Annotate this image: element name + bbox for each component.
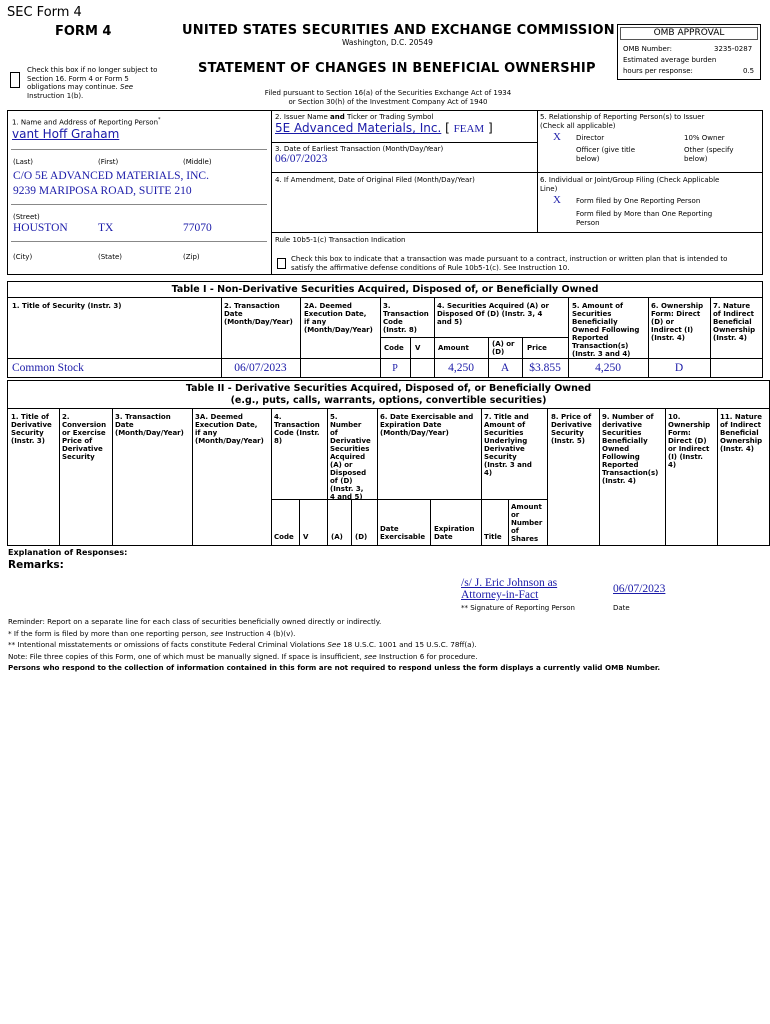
t2-h2-l2: Conversion	[62, 421, 107, 429]
filed-pursuant-line1: Filed pursuant to Section 16(a) of the Securities Exchange Act of 1934	[264, 89, 512, 97]
reporting-person-star: *	[158, 117, 161, 123]
t2-h1-l2: Derivative	[11, 421, 52, 429]
divider	[377, 408, 378, 546]
t1-h-code-l2: Transaction	[383, 310, 429, 318]
divider	[271, 142, 537, 143]
t2-h8-l1: 8. Price of	[551, 413, 592, 421]
divider	[717, 408, 718, 546]
divider	[327, 408, 328, 546]
t1-h-date-l2: Date	[224, 310, 243, 318]
middle-label: (Middle)	[183, 158, 212, 166]
t1-h-nature-l3: Beneficial	[713, 318, 752, 326]
section16-line4: Instruction 1(b).	[27, 91, 84, 100]
t1-h-nature-l4: Ownership	[713, 326, 756, 334]
t2-h5-l11: 4 and 5)	[330, 493, 363, 501]
table2-title-line1: Table II - Derivative Securities Acquired, Disposed of, or Beneficially Owned	[185, 383, 592, 394]
t1-h-amount-owned	[572, 302, 639, 358]
t1-h-owned-l1: 5. Amount of	[572, 302, 624, 310]
state-value: TX	[98, 222, 114, 234]
t2-h9-l4: Beneficially	[602, 437, 648, 445]
filing-more-line1: Form filed by More than One Reporting	[576, 210, 713, 218]
t2-h7-l5: Derivative	[484, 445, 525, 453]
t2-sub-exp-l1: Expiration	[434, 525, 475, 533]
t1-h-deemed-l1: 2A. Deemed	[304, 302, 352, 310]
t1-h-amount-sub: Amount	[438, 344, 469, 352]
t2-h10-l5: or Indirect	[668, 445, 710, 453]
footnote-1-post: Instruction 4 (b)(v).	[225, 628, 296, 638]
footnote-2	[8, 639, 660, 651]
commission-location: Washington, D.C. 20549	[342, 38, 433, 47]
t2-h5-l1: 5.	[330, 413, 338, 421]
t2-h9-l9: (Instr. 4)	[602, 477, 636, 485]
t2-h5-l10: (Instr. 3,	[330, 485, 364, 493]
divider	[481, 408, 482, 546]
zip-value: 77070	[183, 222, 212, 234]
t1-h-owned-l2: Securities	[572, 310, 612, 318]
divider	[351, 499, 352, 546]
footnote-3-post: Instruction 6 for procedure.	[378, 651, 478, 661]
t1-h-code-sub: Code	[384, 344, 404, 352]
t1-h-form-l5: (Instr. 4)	[651, 334, 685, 342]
t2-sub-exp-l2: Date	[434, 533, 453, 541]
t2-h2-l6: Security	[62, 453, 95, 461]
signature-block	[461, 577, 557, 601]
divider	[380, 337, 568, 338]
t2-h-exercisable	[380, 413, 473, 437]
form-label: FORM 4	[55, 24, 112, 39]
t1-row-date: 06/07/2023	[234, 362, 287, 374]
divider	[59, 408, 60, 546]
section16-text	[27, 66, 177, 100]
t2-sub-amount-l2: or	[511, 511, 520, 519]
t2-h-trans-date	[115, 413, 184, 437]
t1-row-price: $3.855	[529, 362, 561, 374]
rule10b5-checkbox[interactable]	[277, 258, 286, 269]
t2-h-title-amount	[484, 413, 532, 477]
t2-h3-l2: Date	[115, 421, 134, 429]
divider	[299, 499, 300, 546]
t2-h11-l4: Ownership	[720, 437, 763, 445]
divider	[547, 408, 548, 546]
divider	[271, 408, 272, 546]
t2-h2-l5: Derivative	[62, 445, 103, 453]
footnote-3	[8, 651, 660, 663]
t1-row-code: P	[392, 363, 398, 374]
divider	[508, 499, 509, 546]
t2-sub-v: V	[303, 533, 309, 541]
t1-h-sec-l3: and 5)	[437, 318, 463, 326]
t1-row-title: Common Stock	[12, 362, 84, 374]
state-label: (State)	[98, 253, 122, 261]
signature-line2[interactable]: Attorney-in-Fact	[461, 589, 539, 601]
t2-h3a-l2: Execution Date,	[195, 421, 258, 429]
footnote-omb-notice: Persons who respond to the collection of information contained in this form are not required to respond unless the form displays a currently valid OMB Number.	[8, 663, 661, 672]
divider	[537, 110, 538, 232]
t1-h-date-l1: 2. Transaction	[224, 302, 280, 310]
other-line2: below)	[684, 154, 708, 163]
issuer-label-and: and	[330, 113, 345, 121]
issuer-bracket-close: ]	[488, 121, 493, 135]
t2-h-price	[551, 413, 592, 445]
t2-h5-l3: of	[330, 429, 338, 437]
filing-label	[540, 176, 719, 193]
t1-h-code-l4: (Instr. 8)	[383, 326, 417, 334]
t1-h-securities	[437, 302, 549, 326]
t2-h-code	[274, 413, 320, 445]
earliest-transaction-value: 06/07/2023	[275, 153, 328, 165]
signature-date[interactable]: 06/07/2023	[613, 583, 666, 595]
t2-h7-l3: Securities	[484, 429, 524, 437]
t1-row-amount: 4,250	[448, 362, 474, 374]
earliest-transaction-label: 3. Date of Earliest Transaction (Month/Day/Year)	[275, 145, 444, 153]
t1-h-owned-l4: Owned Following	[572, 326, 640, 334]
footnotes	[8, 616, 660, 674]
t1-h-sec-l2: Disposed Of (D) (Instr. 3, 4	[437, 310, 543, 318]
director-mark: X	[553, 131, 561, 143]
t2-h-number	[330, 413, 371, 501]
footnote-reminder: Reminder: Report on a separate line for each class of securities beneficially owned directly or indirectly.	[8, 617, 382, 626]
other-line1: Other (specify	[684, 146, 734, 154]
t1-h-nature	[713, 302, 755, 342]
t1-h-code-l3: Code	[383, 318, 403, 326]
filing-more-line2: Person	[576, 218, 600, 227]
t2-h5-l6: Acquired	[330, 453, 366, 461]
t1-h-form-l1: 6. Ownership	[651, 302, 704, 310]
t1-h-code-l1: 3.	[383, 302, 391, 310]
t2-sub-amount-l3: Number	[511, 519, 543, 527]
director-label: Director	[576, 134, 605, 142]
footnote-1-pre: * If the form is filed by more than one reporting person,	[8, 628, 209, 638]
street-label: (Street)	[13, 213, 40, 221]
t2-h5-l7: (A) or	[330, 461, 353, 469]
t1-h-date	[224, 302, 293, 326]
t2-h5-l2: Number	[330, 421, 362, 429]
t2-h4-l2: Transaction	[274, 421, 320, 429]
amendment-label: 4. If Amendment, Date of Original Filed (Month/Day/Year)	[275, 176, 475, 184]
t2-h9-l2: derivative	[602, 421, 642, 429]
t1-h-owned-l3: Beneficially	[572, 318, 618, 326]
t2-h5-l5: Securities	[330, 445, 370, 453]
filed-pursuant	[230, 89, 546, 106]
t2-sub-date-ex	[380, 525, 425, 541]
footnote-3-pre: Note: File three copies of this Form, one of which must be manually signed. If space is insufficient,	[8, 651, 362, 661]
t2-h9-l5: Owned	[602, 445, 630, 453]
footnote-3-see: see	[364, 651, 377, 661]
divider	[599, 408, 600, 546]
section16-line3: obligations may continue.	[27, 83, 118, 91]
officer-line1: Officer (give title	[576, 146, 636, 154]
city-value: HOUSTON	[13, 222, 68, 234]
t2-h8-l4: (Instr. 5)	[551, 437, 585, 445]
t2-h3a-l4: (Month/Day/Year)	[195, 437, 264, 445]
t2-h5-l8: Disposed	[330, 469, 367, 477]
t2-sub-amount-l4: of	[511, 527, 519, 535]
section16-line2: Section 16. Form 4 or Form 5	[27, 74, 129, 83]
reporting-person-label	[12, 116, 161, 127]
t2-h3a-l1: 3A. Deemed	[195, 413, 243, 421]
footnote-2-pre: ** Intentional misstatements or omissions of facts constitute Federal Criminal Violations	[8, 640, 326, 649]
t2-h-num-derivative	[602, 413, 658, 485]
issuer-row	[275, 121, 493, 135]
t2-h9-l6: Following	[602, 453, 640, 461]
t2-sub-date-ex-l2: Exercisable	[380, 533, 426, 541]
footnote-1-see: see	[210, 628, 224, 638]
other-label	[684, 146, 734, 163]
t1-h-form-l2: Form: Direct	[651, 310, 701, 318]
t1-h-form-l4: Indirect (I)	[651, 326, 694, 334]
t2-sub-exp	[434, 525, 474, 541]
t2-h3a-l3: if any	[195, 429, 218, 437]
section16-line1: Check this box if no longer subject to	[27, 66, 158, 74]
t1-h-owned-l6: Transaction(s)	[572, 342, 629, 350]
divider	[300, 297, 301, 378]
statement-title: STATEMENT OF CHANGES IN BENEFICIAL OWNERSHIP	[198, 61, 596, 76]
table2-title	[7, 383, 770, 407]
relationship-label-line1: 5. Relationship of Reporting Person(s) to Issuer	[540, 113, 705, 121]
footnote-2-see: See	[327, 640, 341, 649]
first-label: (First)	[98, 158, 119, 166]
t2-h7-l7: (Instr. 3 and	[484, 461, 532, 469]
t2-h6-l2: Expiration Date	[380, 421, 442, 429]
filing-label-line1: 6. Individual or Joint/Group Filing (Check Applicable	[540, 176, 720, 184]
omb-hours-value: 0.5	[743, 67, 755, 75]
t2-h2-l1: 2.	[62, 413, 70, 421]
t1-row-owned: 4,250	[595, 362, 621, 374]
t2-h4-l3: Code (Instr.	[274, 429, 320, 437]
divider	[112, 408, 113, 546]
issuer-name-link[interactable]: 5E Advanced Materials, Inc.	[275, 121, 442, 135]
issuer-ticker: FEAM	[453, 123, 485, 135]
remarks-label: Remarks:	[8, 559, 64, 571]
divider	[430, 499, 431, 546]
section16-see: See	[120, 83, 134, 91]
t2-h8-l2: Derivative	[551, 421, 592, 429]
omb-number-value: 3235-0287	[714, 45, 753, 53]
t2-h8-l3: Security	[551, 429, 584, 437]
divider	[271, 499, 547, 500]
commission-title: UNITED STATES SECURITIES AND EXCHANGE COMMISSION	[182, 23, 615, 38]
section16-checkbox[interactable]	[10, 72, 20, 88]
relationship-label-line2: (Check all applicable)	[540, 121, 616, 130]
t1-h-deemed-l3: if any	[304, 318, 327, 326]
divider	[192, 408, 193, 546]
address-line2: 9239 MARIPOSA ROAD, SUITE 210	[13, 185, 192, 197]
divider	[665, 408, 666, 546]
divider	[410, 337, 411, 378]
issuer-label-post: Ticker or Trading Symbol	[346, 113, 434, 121]
divider	[271, 172, 763, 173]
t2-h2-l4: Price of	[62, 437, 93, 445]
t1-h-date-l3: (Month/Day/Year)	[224, 318, 293, 326]
t2-h7-l8: 4)	[484, 469, 493, 477]
t2-h-conversion	[62, 413, 106, 461]
t2-h2-l3: or Exercise	[62, 429, 106, 437]
omb-burden-label: Estimated average burden	[623, 56, 717, 64]
t2-h-ownership-form	[668, 413, 710, 469]
signature-date-label: Date	[613, 604, 630, 612]
t1-h-nature-l5: (Instr. 4)	[713, 334, 747, 342]
omb-hours-label: hours per response:	[623, 67, 693, 75]
t2-h11-l5: (Instr. 4)	[720, 445, 754, 453]
table2-title-line2: (e.g., puts, calls, warrants, options, convertible securities)	[230, 395, 547, 406]
ten-percent-label: 10% Owner	[684, 134, 725, 142]
t2-h4-l1: 4.	[274, 413, 282, 421]
signature-label: ** Signature of Reporting Person	[461, 604, 575, 612]
t2-sub-amount-l5: Shares	[511, 535, 539, 543]
omb-number-label: OMB Number:	[623, 45, 672, 53]
t2-h1-l4: (Instr. 3)	[11, 437, 45, 445]
t2-sub-title: Title	[484, 533, 502, 541]
last-label: (Last)	[13, 158, 34, 166]
t2-h9-l3: Securities	[602, 429, 642, 437]
rule10b5-label: Rule 10b5-1(c) Transaction Indication	[275, 236, 406, 244]
t2-h10-l4: Direct (D)	[668, 437, 707, 445]
t2-h-deemed	[195, 413, 264, 445]
t2-h6-l1: 6. Date Exercisable and	[380, 413, 474, 421]
filing-one-label: Form filed by One Reporting Person	[576, 197, 701, 205]
t1-h-nature-l2: of Indirect	[713, 310, 754, 318]
t2-h9-l8: Transaction(s)	[602, 469, 659, 477]
t2-h10-l6: (I) (Instr.	[668, 453, 703, 461]
divider	[271, 232, 763, 233]
rule10b5-line2: satisfy the affirmative defense conditions of Rule 10b5-1(c). See Instruction 10.	[291, 263, 570, 272]
address-line1: C/O 5E ADVANCED MATERIALS, INC.	[13, 170, 209, 182]
t2-h4-l4: 8)	[274, 437, 283, 445]
t1-h-nature-l1: 7. Nature	[713, 302, 751, 310]
t2-sub-date-ex-l1: Date	[380, 525, 399, 533]
t1-row-form: D	[674, 362, 684, 374]
filed-pursuant-line2: or Section 30(h) of the Investment Company Act of 1940	[288, 97, 488, 106]
divider	[271, 110, 272, 275]
issuer-label-pre: 2. Issuer Name	[275, 113, 328, 121]
name-underline	[11, 149, 267, 150]
t1-row-aord: A	[500, 362, 510, 374]
t1-h-deemed-l4: (Month/Day/Year)	[304, 326, 373, 334]
t1-h-code	[383, 302, 429, 334]
footnote-1	[8, 628, 660, 640]
t2-h9-l7: Reported	[602, 461, 639, 469]
document-title: SEC Form 4	[7, 5, 82, 20]
divider	[710, 297, 711, 378]
t2-h7-l1: 7. Title and	[484, 413, 529, 421]
rule10b5-line1: Check this box to indicate that a transaction was made pursuant to a contract, instruction or written plan that is intended to	[291, 255, 728, 263]
officer-label	[576, 146, 635, 163]
divider	[7, 358, 763, 359]
t2-h10-l2: Ownership	[668, 421, 711, 429]
city-label: (City)	[13, 253, 33, 261]
t2-h1-l3: Security	[11, 429, 44, 437]
reporting-person-label-text: 1. Name and Address of Reporting Person	[12, 118, 159, 127]
t1-h-owned-l7: (Instr. 3 and 4)	[572, 350, 631, 358]
divider	[7, 408, 770, 409]
t2-h-title	[11, 413, 52, 445]
t2-h6-l3: (Month/Day/Year)	[380, 429, 449, 437]
divider	[7, 297, 763, 298]
t1-h-ownership-form	[651, 302, 703, 342]
t2-h7-l6: Security	[484, 453, 517, 461]
relationship-label	[540, 113, 704, 130]
t1-h-deemed	[304, 302, 373, 334]
t2-sub-code: Code	[274, 533, 294, 541]
t2-sub-d: (D)	[355, 533, 368, 541]
t2-h7-l4: Underlying	[484, 437, 528, 445]
t2-h5-l9: of (D)	[330, 477, 353, 485]
t1-h-deemed-l2: Execution Date,	[304, 310, 367, 318]
signature-line1[interactable]: /s/ J. Eric Johnson as	[461, 577, 558, 589]
filing-more-label	[576, 210, 712, 227]
t2-h10-l7: 4)	[668, 461, 677, 469]
t2-h-nature	[720, 413, 762, 453]
t1-h-aord-sub	[492, 340, 515, 356]
t2-h10-l1: 10.	[668, 413, 681, 421]
t2-h7-l2: Amount of	[484, 421, 526, 429]
t2-h11-l2: of Indirect	[720, 421, 761, 429]
t1-h-price-sub: Price	[527, 344, 547, 352]
t1-h-sec-l1: 4. Securities Acquired (A) or	[437, 302, 549, 310]
t2-h11-l3: Beneficial	[720, 429, 759, 437]
omb-header: OMB APPROVAL	[653, 28, 725, 38]
filing-one-mark: X	[553, 194, 561, 206]
table1-title: Table I - Non-Derivative Securities Acquired, Disposed of, or Beneficially Owned	[171, 284, 599, 295]
t1-h-form-l3: (D) or	[651, 318, 674, 326]
filing-label-line2: Line)	[540, 184, 558, 193]
t2-h3-l1: 3. Transaction	[115, 413, 171, 421]
zip-label: (Zip)	[183, 253, 200, 261]
t2-h1-l1: 1. Title of	[11, 413, 49, 421]
t2-h3-l3: (Month/Day/Year)	[115, 429, 184, 437]
t2-sub-amount	[511, 503, 542, 543]
t2-sub-amount-l1: Amount	[511, 503, 542, 511]
rule10b5-text	[291, 255, 727, 272]
issuer-bracket-open: [	[445, 121, 450, 135]
t2-h5-l4: Derivative	[330, 437, 371, 445]
t1-h-aord-l1: (A) or	[492, 340, 515, 348]
t2-h10-l3: Form:	[668, 429, 691, 437]
reporting-person-name-link[interactable]: vant Hoff Graham	[12, 127, 120, 141]
t1-h-title: 1. Title of Security (Instr. 3)	[12, 302, 122, 310]
t1-h-v-sub: V	[415, 344, 421, 352]
t2-h11-l1: 11. Nature	[720, 413, 762, 421]
t2-sub-a: (A)	[331, 533, 343, 541]
t2-h9-l1: 9. Number of	[602, 413, 654, 421]
explanation-label: Explanation of Responses:	[8, 548, 128, 557]
officer-line2: below)	[576, 154, 600, 163]
t1-h-owned-l5: Reported	[572, 334, 609, 342]
footnote-2-post: 18 U.S.C. 1001 and 15 U.S.C. 78ff(a).	[343, 640, 477, 649]
t1-h-aord-l2: (D)	[492, 348, 505, 356]
address-underline	[11, 204, 267, 205]
city-underline	[11, 241, 267, 242]
